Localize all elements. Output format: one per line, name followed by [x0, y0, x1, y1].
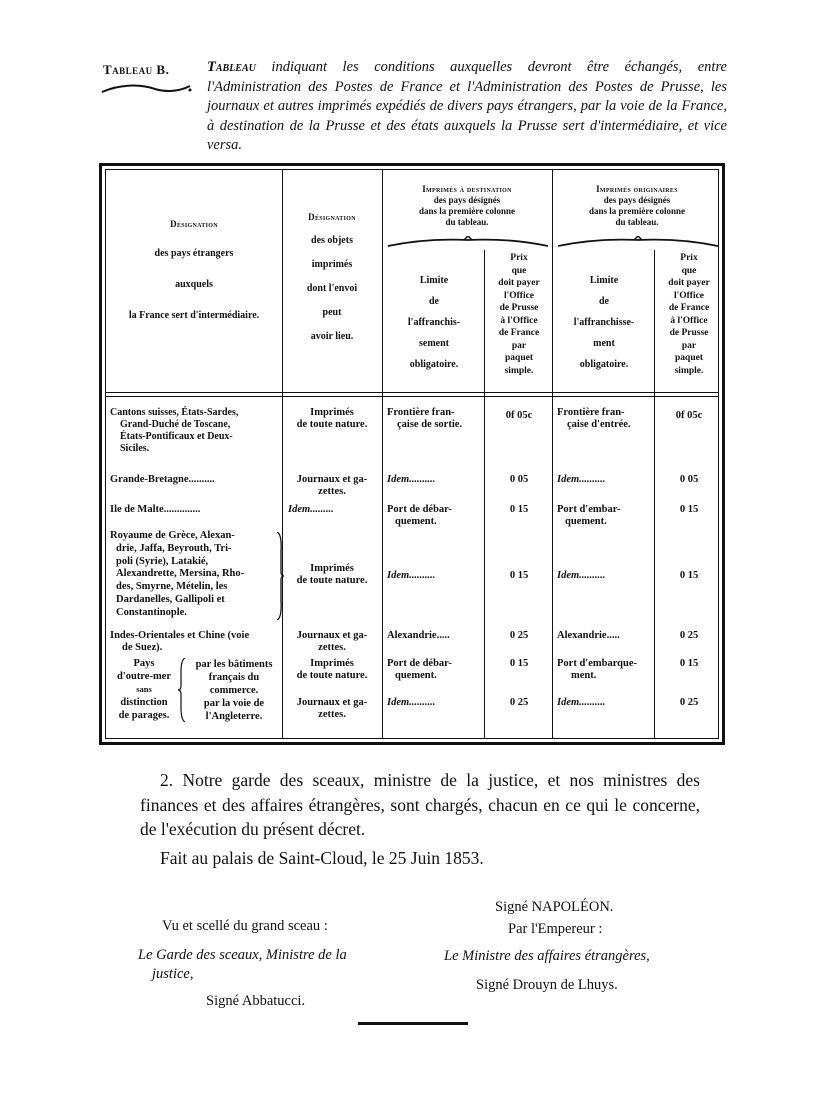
col-divider — [552, 170, 553, 738]
header-text: l'affranchisse- — [573, 317, 635, 328]
signature-drouyn-text: Signé Drouyn de Lhuys. — [476, 977, 618, 993]
header-text: des pays désignés — [433, 195, 501, 205]
cell-text: ment. — [571, 670, 597, 681]
col-divider — [282, 170, 283, 738]
garde-sceaux-line2: justice, — [152, 966, 194, 982]
cell-text: de parages. — [118, 710, 170, 721]
cell-text: Port d'embarque- — [557, 658, 638, 669]
table-row-price-dest: 0 25 — [509, 630, 529, 641]
table-row-country — [110, 530, 280, 620]
header-text: dans la première colonne — [589, 206, 685, 216]
header-group-destination — [384, 184, 550, 228]
cell-text: Pays — [133, 658, 155, 669]
table-row-price-orig: 0 15 — [679, 504, 699, 515]
article-paragraph: 2. Notre garde des sceaux, ministre de la justice, et nos ministres des finances et des affaires étrangères, sont chargés, chacun en ce qui le concerne, de l'exécution du présent décret. — [140, 770, 700, 839]
table-row-country — [108, 657, 180, 722]
cell-text: drie, Jaffa, Beyrouth, Tri- — [116, 542, 232, 554]
header-text: dont l'envoi — [306, 283, 358, 294]
table-row-limit-orig: Idem.......... — [557, 474, 606, 485]
table-row-objects — [284, 630, 380, 654]
table-row-price-orig: 0 25 — [679, 630, 699, 641]
cell-text: zettes. — [318, 486, 346, 497]
table-row-price-dest: 0 05 — [509, 474, 529, 485]
cell-text: commerce. — [209, 685, 259, 696]
cell-text: zettes. — [318, 709, 346, 720]
header-objects — [284, 210, 380, 344]
header-group-origin — [554, 184, 720, 228]
table-row-limit-orig: Alexandrie..... — [557, 630, 620, 641]
cell-text: Imprimés — [310, 658, 354, 669]
cell-text: l'Angleterre. — [205, 711, 263, 722]
header-text: de Prusse — [499, 303, 539, 313]
closing-rule — [358, 1022, 468, 1025]
cell-text: quement. — [395, 516, 437, 527]
header-text: que — [681, 265, 697, 276]
header-text: des pays désignés — [603, 195, 671, 205]
table-row-objects: Idem......... — [288, 504, 334, 515]
cell-text: Alexandrette, Mersina, Rho- — [116, 568, 245, 580]
table-row-limit-orig — [557, 504, 653, 528]
header-text: du tableau. — [615, 217, 659, 227]
table-row-price-orig: 0 05 — [679, 474, 699, 485]
cell-text: distinction — [120, 697, 168, 708]
header-text: à l'Office — [670, 315, 708, 326]
header-text: simple. — [504, 365, 534, 376]
table-row-price-orig: 0 15 — [679, 570, 699, 581]
header-text: imprimés — [311, 259, 353, 270]
header-text: obligatoire. — [409, 359, 459, 370]
cell-text: Indes-Orientales et Chine (voie — [110, 630, 250, 641]
header-text: doit payer — [668, 278, 710, 288]
header-text: que — [511, 265, 527, 276]
table-row-country — [110, 407, 280, 455]
header-text: Prix — [680, 253, 698, 263]
cell-text: Port d'embar- — [557, 504, 621, 515]
signature-drouyn — [476, 975, 618, 995]
brace-ornament — [556, 236, 720, 250]
table-row-objects — [284, 658, 380, 682]
cell-text: Siciles. — [120, 443, 150, 454]
table-row-price-orig: 0 25 — [679, 697, 699, 708]
cell-text: États-Pontificaux et Deux- — [120, 431, 233, 442]
header-limit-destination — [386, 270, 482, 375]
cell-text: zettes. — [318, 642, 346, 653]
header-limit-origin — [556, 270, 652, 375]
header-text: des objets — [311, 235, 353, 246]
table-row-objects — [284, 474, 380, 498]
table-row-country: Grande-Bretagne.......... — [110, 474, 215, 485]
header-text: dans la première colonne — [419, 206, 515, 216]
header-text: doit payer — [498, 278, 540, 288]
table-row-price-dest: 0f 05c — [505, 410, 533, 421]
cell-text: par la voie de — [203, 698, 265, 709]
table-row-limit-orig: Idem.......... — [557, 570, 606, 581]
table-row-limit-dest: Alexandrie..... — [387, 630, 450, 641]
header-text: de Prusse — [669, 328, 709, 338]
brace-ornament — [276, 532, 284, 620]
cell-text: de toute nature. — [296, 575, 368, 586]
title-text: indiquant les conditions auxquelles devront être échangés, entre l'Administration des Postes de France et l'Administration des Postes de Prusse, les journaux et autres imprimés expédiés de divers pays étrangers, par la voie de la France, à destination de la Prusse et des états auxquels la Prusse sert d'intermédiaire, et vice versa. — [207, 59, 727, 153]
header-text: l'Office — [673, 290, 705, 301]
header-text: de — [429, 296, 439, 307]
header-text: par — [511, 340, 527, 351]
table-row-objects — [284, 697, 380, 721]
header-price-france — [656, 252, 722, 377]
table-title — [207, 58, 727, 156]
header-text: du tableau. — [445, 217, 489, 227]
table-row-price-dest: 0 15 — [509, 570, 529, 581]
header-text: des pays étrangers — [154, 248, 234, 259]
cell-text: Imprimés — [310, 407, 354, 418]
header-text: Désignation — [308, 212, 356, 222]
header-text: Imprimés originaires — [596, 184, 678, 194]
header-text: avoir lieu. — [310, 331, 354, 342]
table-row-limit-dest: Idem.......... — [387, 697, 436, 708]
cell-text: français du — [208, 672, 260, 683]
cell-text: Frontière fran- — [557, 407, 625, 418]
signature-napoleon: Signé NAPOLÉON. — [495, 899, 614, 915]
cell-text: Royaume de Grèce, Alexan- — [110, 530, 235, 541]
col-divider — [382, 170, 383, 738]
table-row-objects — [284, 563, 380, 587]
tariff-table — [99, 163, 725, 745]
header-text: de France — [668, 303, 710, 313]
header-text: de — [599, 296, 609, 307]
table-row-limit-orig — [557, 658, 653, 682]
col-divider — [484, 250, 485, 738]
header-price-prussia — [486, 252, 552, 377]
cell-text: de toute nature. — [296, 419, 368, 430]
table-row-price-orig: 0f 05c — [675, 410, 703, 421]
table-label: Tableau B. — [103, 62, 170, 77]
cell-text: Grand-Duché de Toscane, — [120, 419, 231, 430]
cell-text: quement. — [565, 516, 607, 527]
cell-text: par les bâtiments — [195, 659, 273, 670]
table-row-objects — [284, 407, 380, 431]
table-row-price-dest: 0 15 — [509, 658, 529, 669]
header-country — [108, 218, 280, 322]
signature-abbatucci: Signé Abbatucci. — [206, 993, 306, 1009]
header-text: Imprimés à destination — [422, 184, 512, 194]
header-divider — [106, 392, 718, 393]
header-text: par — [681, 340, 697, 351]
cell-text: des, Smyrne, Mételin, les — [116, 581, 228, 593]
header-text: Limite — [419, 275, 449, 286]
ministre-affaires: Le Ministre des affaires étrangères, — [444, 948, 650, 964]
garde-sceaux-line1: Le Garde des sceaux, Ministre de la — [138, 947, 347, 963]
cell-text: çaise de sortie. — [397, 419, 463, 430]
table-row-limit-dest: Idem.......... — [387, 474, 436, 485]
cell-text: d'outre-mer — [116, 671, 172, 682]
header-text: à l'Office — [500, 315, 538, 326]
header-text: peut — [322, 307, 342, 318]
flourish-ornament — [100, 80, 195, 96]
header-text: paquet — [505, 353, 533, 363]
table-row-price-dest: 0 25 — [509, 697, 529, 708]
cell-text: de toute nature. — [296, 670, 368, 681]
table-row-limit-dest — [387, 407, 483, 431]
header-text: l'affranchis- — [407, 317, 461, 328]
table-row-country: Ile de Malte.............. — [110, 504, 201, 515]
table-row-subcountry — [186, 658, 282, 723]
brace-ornament — [386, 236, 550, 250]
cell-text: Port de débar- — [387, 658, 452, 669]
col-divider — [654, 250, 655, 738]
table-row-price-orig: 0 15 — [679, 658, 699, 669]
header-text: paquet — [675, 353, 703, 363]
cell-text: de Suez). — [122, 642, 163, 653]
table-row-price-dest: 0 15 — [509, 504, 529, 515]
par-empereur: Par l'Empereur : — [508, 921, 603, 937]
table-inner-border — [105, 169, 719, 739]
table-row-limit-orig: Idem.......... — [557, 697, 606, 708]
vu-scelle: Vu et scellé du grand sceau : — [162, 918, 328, 934]
cell-text: quement. — [395, 670, 437, 681]
cell-text: Frontière fran- — [387, 407, 455, 418]
cell-text: Journaux et ga- — [296, 474, 368, 485]
table-row-limit-dest — [387, 658, 483, 682]
cell-text: çaise d'entrée. — [567, 419, 631, 430]
title-lead-word: Tableau — [207, 59, 256, 75]
header-text: l'Office — [503, 290, 535, 301]
header-text: Limite — [589, 275, 619, 286]
table-row-country — [110, 630, 282, 654]
table-row-limit-orig — [557, 407, 653, 431]
header-text: obligatoire. — [579, 359, 629, 370]
header-text: de France — [498, 328, 540, 338]
cell-text: Journaux et ga- — [296, 697, 368, 708]
header-text: Prix — [510, 253, 528, 263]
table-row-limit-dest: Idem.......... — [387, 570, 436, 581]
cell-text: Constantinople. — [116, 606, 187, 618]
header-text: simple. — [674, 365, 704, 376]
cell-text: sans — [136, 684, 152, 694]
brace-ornament — [178, 658, 186, 722]
cell-text: Port de débar- — [387, 504, 452, 515]
cell-text: poli (Syrie), Latakié, — [116, 555, 209, 567]
header-divider-double — [106, 396, 718, 397]
cell-text: Dardanelles, Gallipoli et — [116, 593, 225, 605]
cell-text: Cantons suisses, États-Sardes, — [110, 407, 239, 418]
header-text: auxquels — [175, 279, 213, 290]
cell-text: Imprimés — [310, 563, 354, 574]
cell-text: Journaux et ga- — [296, 630, 368, 641]
header-text: la France sert d'intermédiaire. — [128, 310, 260, 321]
header-text: Désignation — [170, 219, 218, 229]
table-row-limit-dest — [387, 504, 483, 528]
date-line: Fait au palais de Saint-Cloud, le 25 Juin 1853. — [160, 848, 484, 868]
header-text: sement — [419, 338, 449, 349]
header-text: ment — [593, 338, 615, 349]
